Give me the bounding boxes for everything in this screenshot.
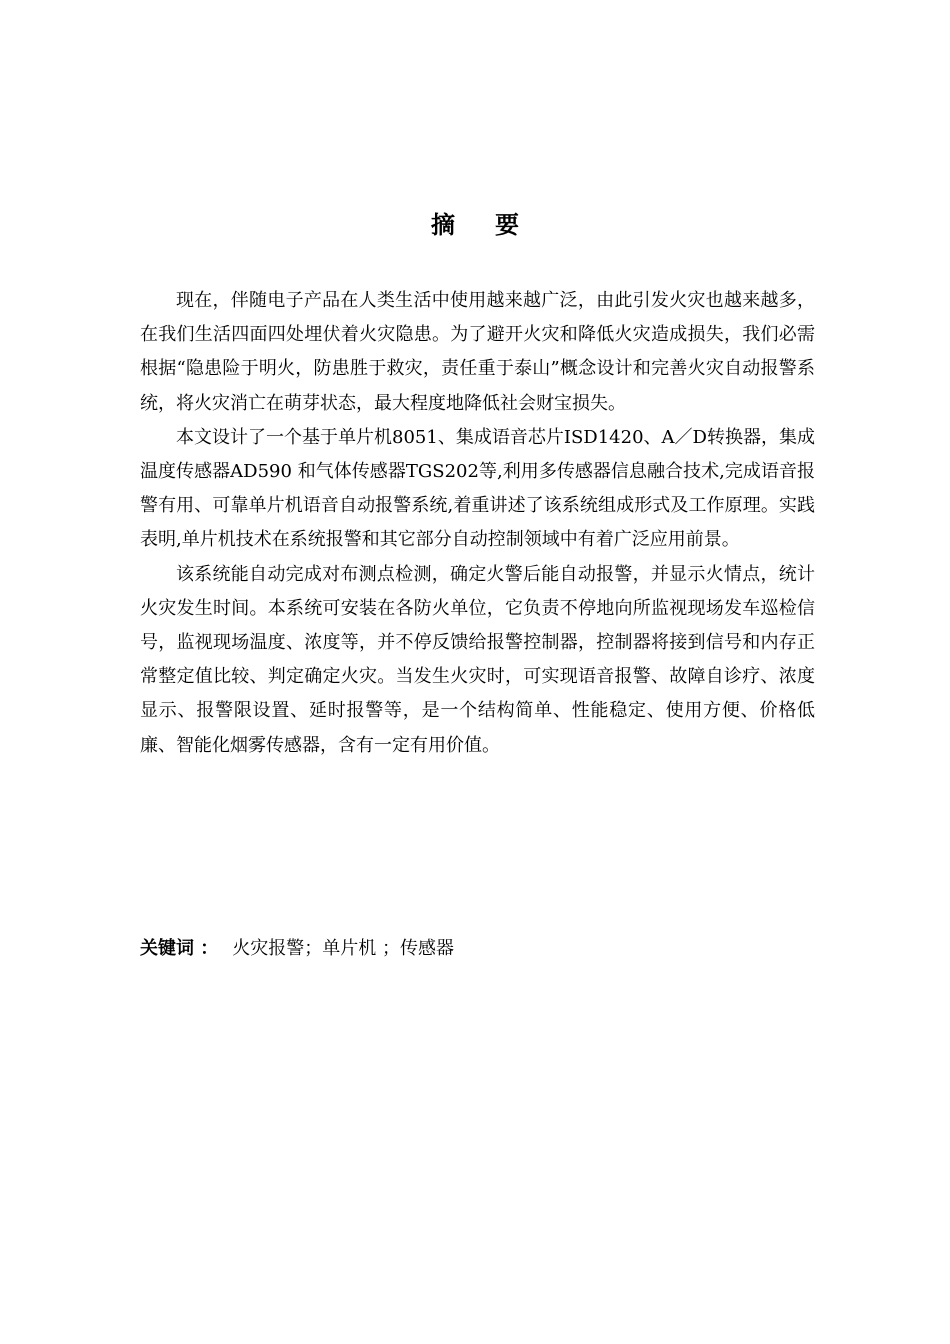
- title-char-1: 摘: [431, 211, 455, 239]
- keywords-value: 火灾报警；单片机 ；传感器: [232, 938, 455, 959]
- title-char-2: 要: [495, 211, 519, 239]
- abstract-body: [140, 284, 815, 763]
- abstract-paragraph-2: 本文设计了一个基于单片机8051、集成语音芯片ISD1420、A／D转换器，集成温度传感器AD590 和气体传感器TGS202等,利用多传感器信息融合技术,完成语音报警有用、可靠单片机语音自动报警系统,着重讲述了该系统组成形式及工作原理。实践表明,单片机技术在系统报警和其它部分自动控制领域中有着广泛应用前景。: [140, 426, 815, 551]
- keywords-line: [140, 932, 454, 966]
- abstract-paragraph-1: 现在，伴随电子产品在人类生活中使用越来越广泛，由此引发火灾也越来越多，在我们生活四面四处埋伏着火灾隐患。为了避开火灾和降低火灾造成损失，我们必需根据“隐患险于明火，防患胜于救灾，责任重于泰山”概念设计和完善火灾自动报警系统，将火灾消亡在萌芽状态，最大程度地降低社会财宝损失。: [140, 290, 815, 414]
- keywords-label: 关键词 ：: [140, 938, 219, 959]
- abstract-paragraph-3: 该系统能自动完成对布测点检测，确定火警后能自动报警，并显示火情点，统计火灾发生时间。本系统可安装在各防火单位，它负责不停地向所监视现场发车巡检信号，监视现场温度、浓度等，并不停反馈给报警控制器，控制器将接到信号和内存正常整定值比较、判定确定火灾。当发生火灾时，可实现语音报警、故障自诊疗、浓度显示、报警限设置、延时报警等，是一个结构简单、性能稳定、使用方便、价格低廉、智能化烟雾传感器，含有一定有用价值。: [140, 563, 815, 756]
- page-title: [0, 205, 950, 240]
